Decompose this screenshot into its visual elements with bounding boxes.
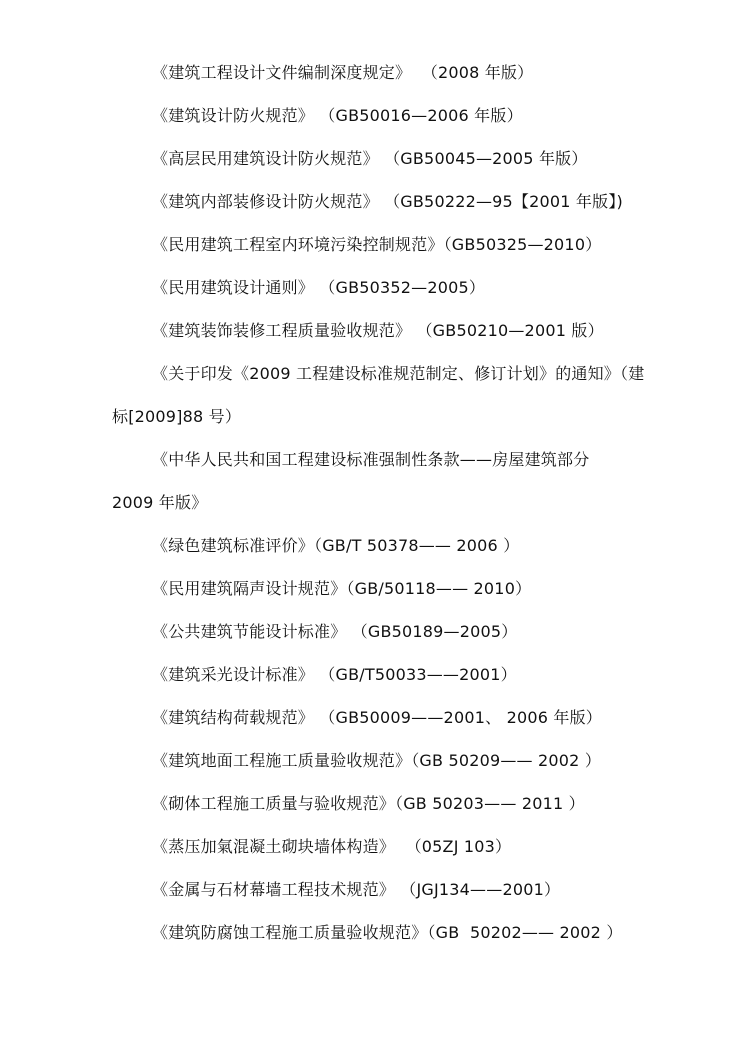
reference-line: 《建筑地面工程施工质量验收规范》（GB 50209—— 2002 ）: [152, 751, 602, 770]
reference-line: 《建筑装饰装修工程质量验收规范》 （GB50210—2001 版）: [152, 321, 604, 340]
reference-line: 《民用建筑隔声设计规范》（GB/50118—— 2010）: [152, 579, 532, 598]
reference-line: 《金属与石材幕墙工程技术规范》 （JGJ134——2001）: [152, 880, 561, 899]
reference-line: 《建筑采光设计标准》 （GB/T50033——2001）: [152, 665, 517, 684]
reference-line: 《公共建筑节能设计标准》 （GB50189—2005）: [152, 622, 518, 641]
reference-line: 《高层民用建筑设计防火规范》 （GB50045—2005 年版）: [152, 149, 588, 168]
reference-line: 《建筑结构荷载规范》 （GB50009——2001、 2006 年版）: [152, 708, 602, 727]
reference-line: 《民用建筑设计通则》 （GB50352—2005）: [152, 278, 486, 297]
reference-line-continued: 标[2009]88 号）: [112, 407, 242, 426]
reference-line: 《建筑工程设计文件编制深度规定》 （2008 年版）: [152, 63, 534, 82]
reference-line: 《建筑设计防火规范》 （GB50016—2006 年版）: [152, 106, 523, 125]
reference-line: 《建筑内部装修设计防火规范》 （GB50222—95【2001 年版】): [152, 192, 623, 211]
reference-line: 《关于印发《2009 工程建设标准规范制定、修订计划》的通知》（建: [152, 364, 645, 383]
reference-line: 《中华人民共和国工程建设标准强制性条款——房屋建筑部分: [152, 450, 590, 469]
reference-line: 《民用建筑工程室内环境污染控制规范》（GB50325—2010）: [152, 235, 602, 254]
reference-line-continued: 2009 年版》: [112, 493, 208, 512]
reference-line: 《砌体工程施工质量与验收规范》（GB 50203—— 2011 ）: [152, 794, 585, 813]
reference-line: 《建筑防腐蚀工程施工质量验收规范》（GB 50202—— 2002 ）: [152, 923, 623, 942]
reference-line: 《蒸压加氣混凝土砌块墙体构造》 （05ZJ 103）: [152, 837, 512, 856]
reference-line: 《绿色建筑标准评价》（GB/T 50378—— 2006 ）: [152, 536, 520, 555]
